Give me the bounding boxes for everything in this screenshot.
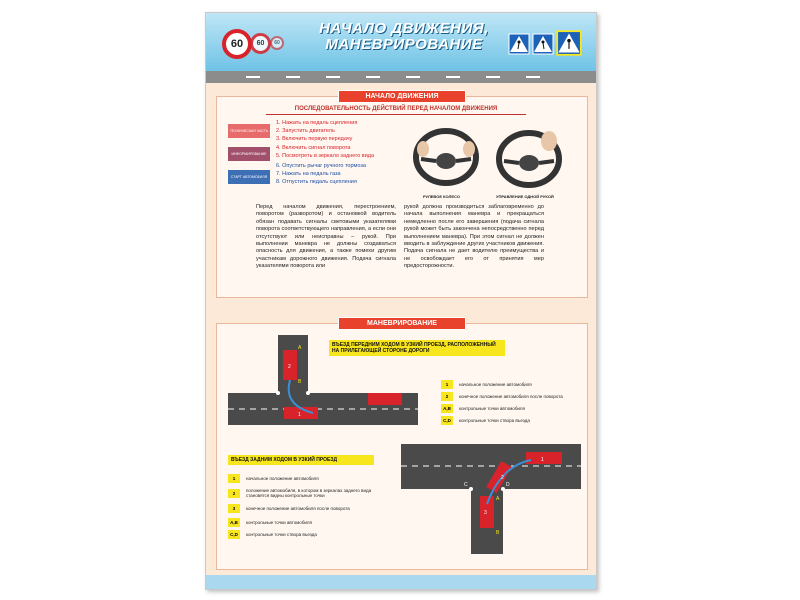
- poster-title: [304, 21, 504, 53]
- pedestrian-crossing-sign-icon: [556, 30, 582, 56]
- diagram-label-d: D: [311, 385, 315, 391]
- diagram-label-2: 2: [501, 475, 504, 481]
- legend-row: С,D контрольные точки створа въезда: [228, 530, 386, 539]
- category-technical: ТЕХНИЧЕСКАЯ ЧАСТЬ: [228, 124, 270, 138]
- legend-row: 1 начальное положение автомобиля: [228, 474, 386, 483]
- step-item: 5. Посмотреть в зеркало заднего вида: [276, 153, 375, 159]
- poster: [205, 12, 597, 590]
- step-item: 8. Отпустить педаль сцепления: [276, 179, 357, 185]
- reverse-entry-diagram: [401, 434, 581, 554]
- diagram-label-c: C: [464, 482, 468, 488]
- step-item: 2. Запустить двигатель: [276, 128, 335, 134]
- road-strip: [206, 71, 596, 83]
- paragraph-left: Перед началом движения, перестроением, поворотом (разворотом) и остановкой водитель обязан подавать сигналы световыми указателями поворота соответствующего направления, а если они отсутствуют или неисправны – рукой. При выполнении маневра не должны создаваться опасность для движения, а также помехи другим участникам дорожного движения. Подача сигнала указателями поворота или: [256, 204, 396, 270]
- caption-steering-wheel: РУЛЕВОЕ КОЛЕСО: [423, 194, 460, 199]
- diagram-label-b: B: [496, 530, 500, 536]
- legend-row: А,В контрольные точки автомобиля: [228, 518, 386, 527]
- diagram-label-2: 2: [288, 364, 291, 370]
- section-tab-start: НАЧАЛО ДВИЖЕНИЯ: [338, 90, 466, 103]
- sequence-title: ПОСЛЕДОВАТЕЛЬНОСТЬ ДЕЙСТВИЙ ПЕРЕД НАЧАЛОМ ДВИЖЕНИЯ: [294, 106, 498, 112]
- diagram-label-1: 1: [541, 457, 544, 463]
- step-item: 1. Нажать на педаль сцепления: [276, 120, 358, 126]
- step-item: 7. Нажать на педаль газа: [276, 171, 341, 177]
- legend-row: А,В контрольные точки автомобиля: [441, 404, 569, 413]
- reverse-entry-title: ВЪЕЗД ЗАДНИМ ХОДОМ В УЗКИЙ ПРОЕЗД: [228, 455, 374, 465]
- legend-row: 3 конечное положение автомобиля после поворота: [228, 504, 386, 513]
- legend-row: 2 конечное положение автомобиля после поворота: [441, 392, 569, 401]
- forward-entry-title: ВЪЕЗД ПЕРЕДНИМ ХОДОМ В УЗКИЙ ПРОЕЗД, РАСПОЛОЖЕННЫЙ НА ПРИЛЕГАЮЩЕЙ СТОРОНЕ ДОРОГИ: [329, 340, 505, 356]
- diagram-label-3: 3: [484, 510, 487, 516]
- legend-row: С,D контрольные точки створа въезда: [441, 416, 569, 425]
- diagram-label-1: 1: [298, 412, 301, 418]
- poster-footer: [206, 575, 596, 589]
- step-item: 6. Опустить рычаг ручного тормоза: [276, 163, 366, 169]
- speed-limit-sign-icon: 60: [270, 36, 284, 50]
- diagram-label-c: C: [272, 385, 276, 391]
- steering-wheel-illustration: [411, 119, 481, 191]
- caption-one-hand: УПРАВЛЕНИЕ ОДНОЙ РУКОЙ: [496, 194, 554, 199]
- divider: [266, 114, 526, 115]
- step-item: 4. Включить сигнал поворота: [276, 145, 351, 151]
- pedestrian-crossing-sign-icon: [508, 33, 530, 55]
- paragraph-right: рукой должна производиться заблаговременно до начала выполнения маневра и прекращаться немедленно после его завершения (подача сигнала рукой может быть закончена непосредственно перед выполнением маневра). При этом сигнал не должен вводить в заблуждение других участников движения. Подача сигнала не дает водителю преимущества и не освобождает его от принятия мер предосторожности.: [404, 204, 544, 270]
- diagram-label-a: A: [496, 496, 500, 502]
- legend-row: 2 положение автомобиля, в котором в зеркалах заднего вида становятся видны контрольные точки: [228, 488, 386, 498]
- diagram-label-d: D: [506, 482, 510, 488]
- one-hand-steering-illustration: [491, 119, 566, 191]
- diagram-label-a: A: [298, 345, 302, 351]
- category-informing: ИНФОРМИРОВАНИЕ: [228, 147, 270, 161]
- speed-limit-sign-icon: 60: [250, 33, 271, 54]
- pedestrian-crossing-sign-icon: [532, 33, 554, 55]
- speed-limit-sign-icon: 60: [222, 29, 252, 59]
- step-item: 3. Включить первую передачу: [276, 136, 353, 142]
- section-tab-maneuver: МАНЕВРИРОВАНИЕ: [338, 317, 466, 330]
- diagram-label-b: B: [298, 379, 302, 385]
- category-start: СТАРТ АВТОМОБИЛЯ: [228, 170, 270, 184]
- title-line-1: НАЧАЛО ДВИЖЕНИЯ,: [319, 20, 489, 37]
- title-line-2: МАНЕВРИРОВАНИЕ: [325, 36, 483, 53]
- legend-row: 1 начальное положение автомобиля: [441, 380, 569, 389]
